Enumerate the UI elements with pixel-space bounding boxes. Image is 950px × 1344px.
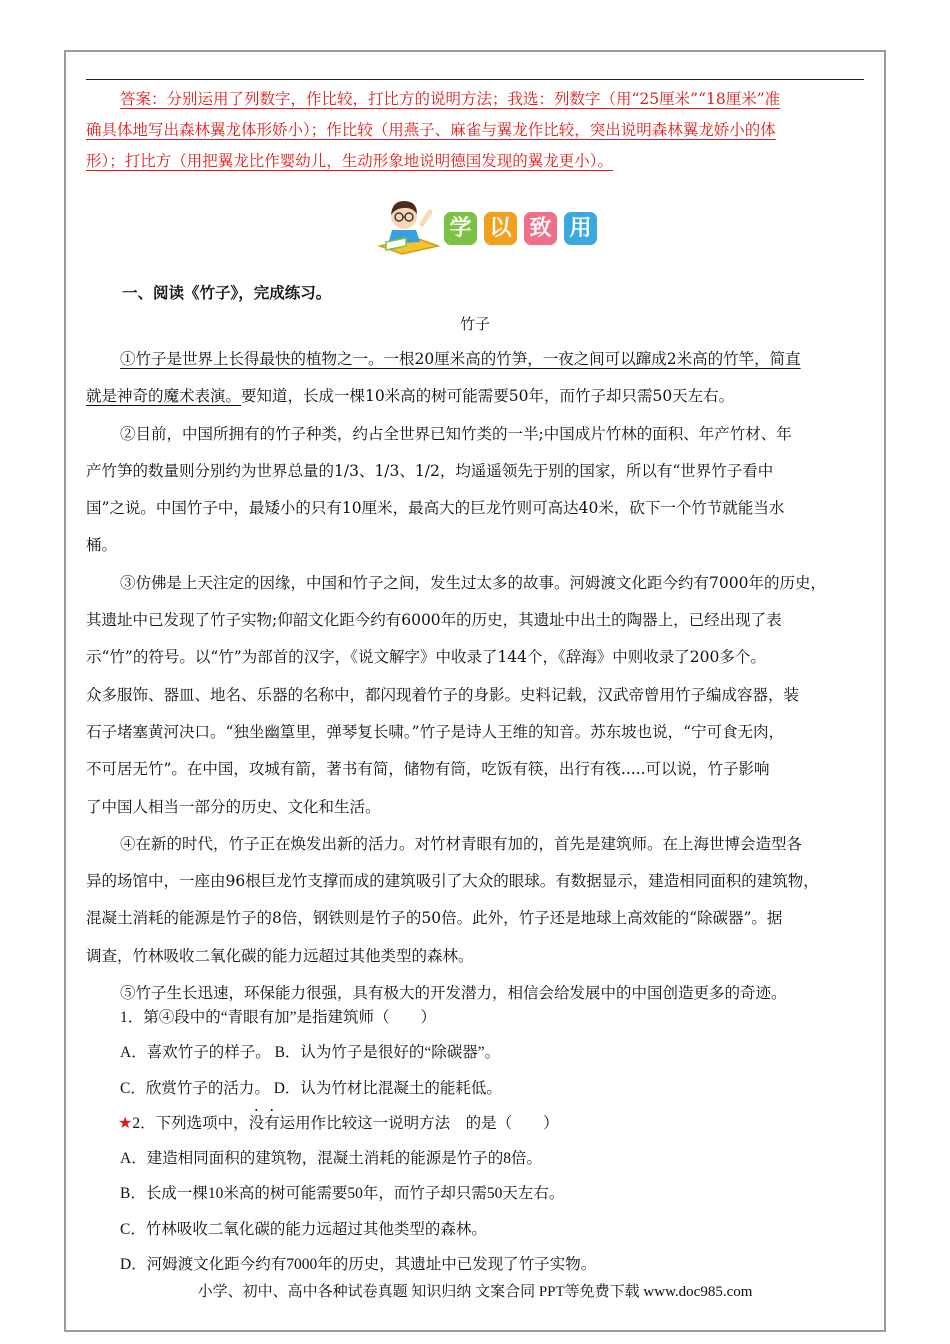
star-icon: ★ (118, 1114, 133, 1132)
answer-block (86, 84, 866, 177)
question-1-options-cd: C．欣赏竹子的活力。 D．认为竹材比混凝土的能耗低。 (120, 1079, 502, 1097)
paragraph-2-line-1: ②目前，中国所拥有的竹子种类，约占全世界已知竹类的一半;中国成片竹林的面积、年产竹材、年 (120, 424, 792, 443)
study-banner (376, 196, 606, 258)
question-1-options-ab: A．喜欢竹子的样子。 B．认为竹子是很好的“除碳器”。 (120, 1044, 501, 1062)
paragraph-4-line-2: 异的场馆中，一座由96根巨龙竹支撑而成的建筑吸引了大众的眼球。有数据显示，建造相同面积的建筑物， (86, 872, 819, 891)
emphasized-word: 没有 (248, 1114, 280, 1132)
question-2 (118, 1106, 870, 1141)
paragraph-4-line-4: 调查，竹林吸收二氧化碳的能力远超过其他类型的森林。 (86, 946, 474, 965)
paragraph-3-line-1: ③仿佛是上天注定的因缘，中国和竹子之间，发生过太多的故事。河姆渡文化距今约有7000年的历史， (120, 573, 826, 592)
paragraph-1-line-1 (86, 341, 872, 378)
paragraph-2-line-4: 桶。 (86, 536, 118, 555)
paragraph-5: ⑤竹子生长迅速，环保能力很强，具有极大的开发潜力，相信会给发展中的中国创造更多的奇迹。 (120, 984, 787, 1003)
paragraph-2-line-3: 国”之说。中国竹子中，最矮小的只有10厘米，最高大的巨龙竹则可高达40米，砍下一个竹节就能当水 (86, 499, 785, 518)
answer-line-1: 答案：分别运用了列数字，作比较，打比方的说明方法；我选：列数字（用“25厘米”“18厘米”准 (120, 90, 781, 108)
paragraph-4-line-3: 混凝土消耗的能源是竹子的8倍，钢铁则是竹子的50倍。此外，竹子还是地球上高效能的“除碳器”。据 (86, 909, 783, 928)
paragraph-1-rest: 要知道，长成一棵10米高的树可能需要50年，而竹子却只需50天左右。 (241, 387, 735, 406)
question-list (120, 1000, 870, 1282)
answer-line-3: 形）；打比方（用把翼龙比作婴幼儿，生动形象地说明德国发现的翼龙更小）。 (86, 152, 614, 170)
paragraph-2-line-2: 产竹笋的数量则分别约为世界总量的1/3、1/3、1/2，均遥遥领先于别的国家，所以有“世界竹子看中 (86, 461, 774, 480)
passage-title: 竹子 (459, 315, 490, 333)
section-title: 一、阅读《竹子》，完成练习。 (122, 284, 332, 302)
paragraph-3-line-5: 石子堵塞黄河决口。“独坐幽篁里，弹琴复长啸。”竹子是诗人王维的知音。苏东坡也说，“宁可食无肉， (86, 722, 785, 741)
question-2-option-b: B．长成一棵10米高的树可能需要50年，而竹子却只需50天左右。 (120, 1185, 565, 1203)
paragraph-3-line-2: 其遗址中已发现了竹子实物;仰韶文化距今约有6000年的历史，其遗址中出土的陶器上，已经出现了表 (86, 611, 782, 630)
question-2-prefix: 2．下列选项中， (132, 1114, 249, 1132)
paragraph-3-line-3: 示“竹”的符号。以“竹”为部首的汉字，《说文解字》中收录了144个，《辞海》中则收录了200多个。 (86, 648, 766, 667)
paragraph-3-line-7: 了中国人相当一部分的历史、文化和生活。 (86, 797, 381, 816)
page-footer: 小学、初中、高中各种试卷真题 知识归纳 文案合同 PPT等免费下载 www.doc985.com (197, 1284, 753, 1300)
underlined-sentence-end: 就是神奇的魔术表演。 (86, 387, 242, 406)
question-1: 1．第④段中的“青眼有加”是指建筑师（ ） (120, 1009, 437, 1026)
header-rule (86, 79, 864, 80)
banner-char-4: 用 (564, 212, 597, 245)
banner-char-2: 以 (484, 212, 517, 245)
passage-body (86, 341, 872, 1012)
banner-char-1: 学 (444, 212, 477, 245)
paragraph-1-line-2 (86, 378, 872, 415)
answer-line-2: 确具体地写出森林翼龙体形娇小）；作比较（用燕子、麻雀与翼龙作比较，突出说明森林翼龙娇小的体 (86, 121, 776, 139)
paragraph-3-line-6: 不可居无竹”。在中国，攻城有箭，著书有简，储物有筒，吃饭有筷，出行有筏.....可以说，竹子影响 (86, 760, 770, 779)
underlined-sentence: ①竹子是世界上长得最快的植物之一。一根20厘米高的竹笋，一夜之间可以蹿成2米高的竹竿，简直 (120, 350, 801, 368)
banner-char-3: 致 (524, 212, 557, 245)
student-reading-icon (376, 196, 442, 258)
paragraph-3-line-4: 众多服饰、器皿、地名、乐器的名称中，都闪现着竹子的身影。史料记载，汉武帝曾用竹子编成容器，装 (86, 685, 800, 704)
question-2-option-a: A．建造相同面积的建筑物，混凝土消耗的能源是竹子的8倍。 (120, 1150, 542, 1168)
paragraph-4-line-1: ④在新的时代，竹子正在焕发出新的活力。对竹材青眼有加的，首先是建筑师。在上海世博会造型各 (120, 834, 803, 853)
question-2-option-d: D．河姆渡文化距今约有7000年的历史，其遗址中已发现了竹子实物。 (120, 1256, 597, 1274)
question-2-option-c: C．竹林吸收二氧化碳的能力远超过其他类型的森林。 (120, 1220, 487, 1238)
question-2-suffix: 运用作比较这一说明方法 的是（ ） (279, 1114, 559, 1132)
